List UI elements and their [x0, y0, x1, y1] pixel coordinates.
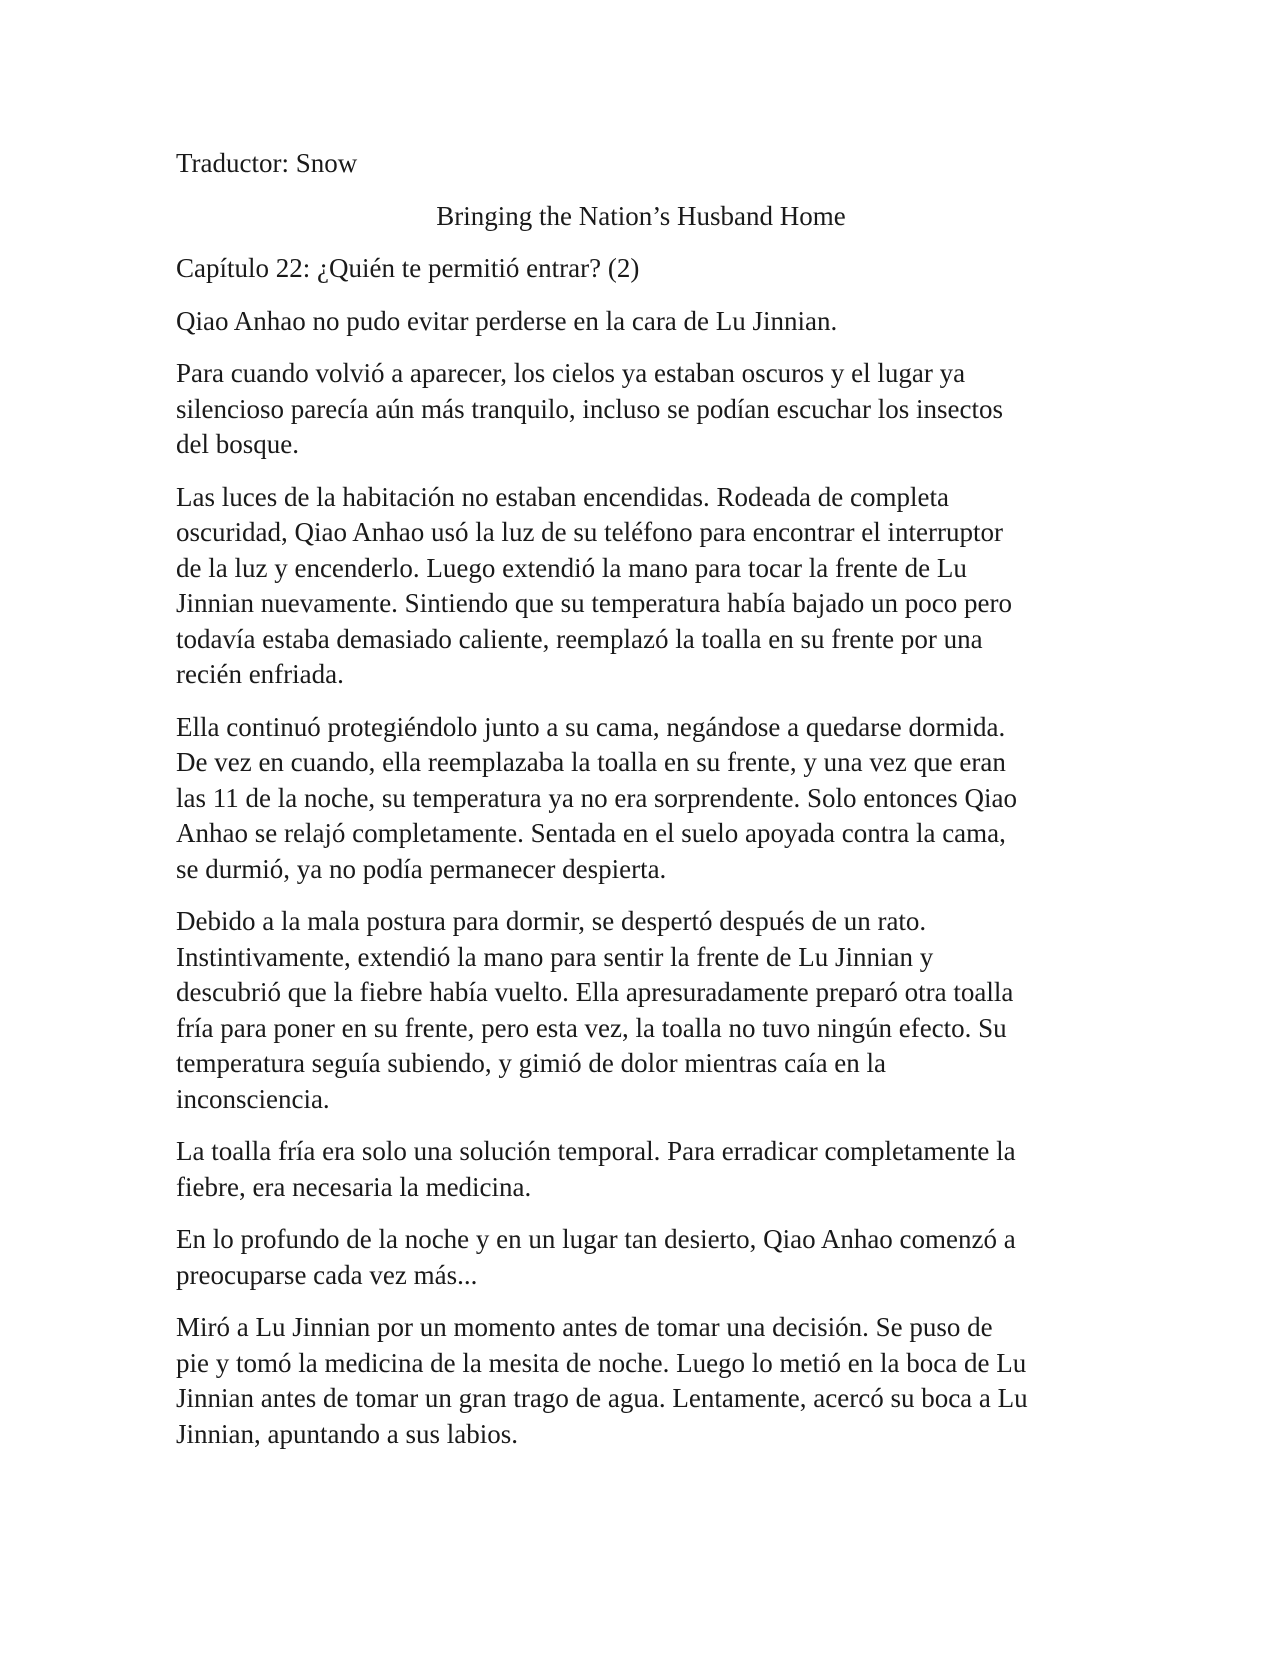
- paragraph: [176, 1134, 1106, 1205]
- paragraph: [176, 356, 1106, 463]
- paragraph: [176, 480, 1106, 693]
- chapter-heading: Capítulo 22: ¿Quién te permitió entrar? (2): [176, 253, 640, 283]
- paragraph-line: Qiao Anhao no pudo evitar perderse en la cara de Lu Jinnian.: [176, 305, 838, 336]
- paragraph-line: se durmió, ya no podía permanecer despierta.: [176, 853, 667, 884]
- paragraph-line: Jinnian antes de tomar un gran trago de agua. Lentamente, acercó su boca a Lu: [176, 1383, 1028, 1413]
- paragraph-line: fiebre, era necesaria la medicina.: [176, 1171, 532, 1202]
- paragraph-line: Instintivamente, extendió la mano para sentir la frente de Lu Jinnian y: [176, 941, 934, 972]
- paragraph-line: Ella continuó protegiéndolo junto a su cama, negándose a quedarse dormida.: [176, 711, 1006, 742]
- paragraph-line: de la luz y encenderlo. Luego extendió la mano para tocar la frente de Lu: [176, 552, 967, 583]
- paragraph: [176, 304, 1106, 340]
- paragraph-line: Para cuando volvió a aparecer, los cielos ya estaban oscuros y el lugar ya: [176, 358, 966, 388]
- paragraph-line: pie y tomó la medicina de la mesita de noche. Luego lo metió en la boca de Lu: [176, 1347, 1027, 1378]
- paragraph-line: De vez en cuando, ella reemplazaba la toalla en su frente, y una vez que eran: [176, 747, 1006, 777]
- paragraph-line: Las luces de la habitación no estaban encendidas. Rodeada de completa: [176, 481, 949, 512]
- paragraph-line: La toalla fría era solo una solución temporal. Para erradicar completamente la: [176, 1136, 1016, 1166]
- paragraph: [176, 710, 1106, 888]
- paragraph-line: oscuridad, Qiao Anhao usó la luz de su teléfono para encontrar el interruptor: [176, 517, 1003, 547]
- paragraph-line: temperatura seguía subiendo, y gimió de dolor mientras caía en la: [176, 1048, 887, 1078]
- paragraph-line: En lo profundo de la noche y en un lugar tan desierto, Qiao Anhao comenzó a: [176, 1224, 1016, 1254]
- paragraph-line: Jinnian, apuntando a sus labios.: [176, 1418, 518, 1449]
- paragraph-line: recién enfriada.: [176, 659, 344, 689]
- paragraph-line: preocuparse cada vez más...: [176, 1259, 478, 1290]
- paragraph-line: las 11 de la noche, su temperatura ya no era sorprendente. Solo entonces Qiao: [176, 782, 1017, 813]
- document-page: [176, 146, 1106, 1469]
- translator-credit: Traductor: Snow: [176, 148, 358, 178]
- paragraph-line: del bosque.: [176, 429, 299, 459]
- paragraph-line: todavía estaba demasiado caliente, reemplazó la toalla en su frente por una: [176, 623, 983, 654]
- book-title: Bringing the Nation’s Husband Home: [436, 200, 846, 231]
- paragraph-line: descubrió que la fiebre había vuelto. Ella apresuradamente preparó otra toalla: [176, 977, 1014, 1007]
- paragraph-line: silencioso parecía aún más tranquilo, incluso se podían escuchar los insectos: [176, 393, 1004, 424]
- paragraph: [176, 1222, 1106, 1293]
- paragraph-line: Anhao se relajó completamente. Sentada en el suelo apoyada contra la cama,: [176, 818, 1006, 848]
- paragraph: [176, 1310, 1106, 1452]
- paragraph-line: Jinnian nuevamente. Sintiendo que su temperatura había bajado un poco pero: [176, 588, 1012, 618]
- paragraph-line: Debido a la mala postura para dormir, se despertó después de un rato.: [176, 906, 927, 936]
- paragraph-line: inconsciencia.: [176, 1083, 330, 1114]
- paragraph-line: fría para poner en su frente, pero esta vez, la toalla no tuvo ningún efecto. Su: [176, 1012, 1007, 1043]
- paragraph: [176, 904, 1106, 1117]
- body-text: [176, 304, 1106, 1453]
- paragraph-line: Miró a Lu Jinnian por un momento antes de tomar una decisión. Se puso de: [176, 1312, 993, 1342]
